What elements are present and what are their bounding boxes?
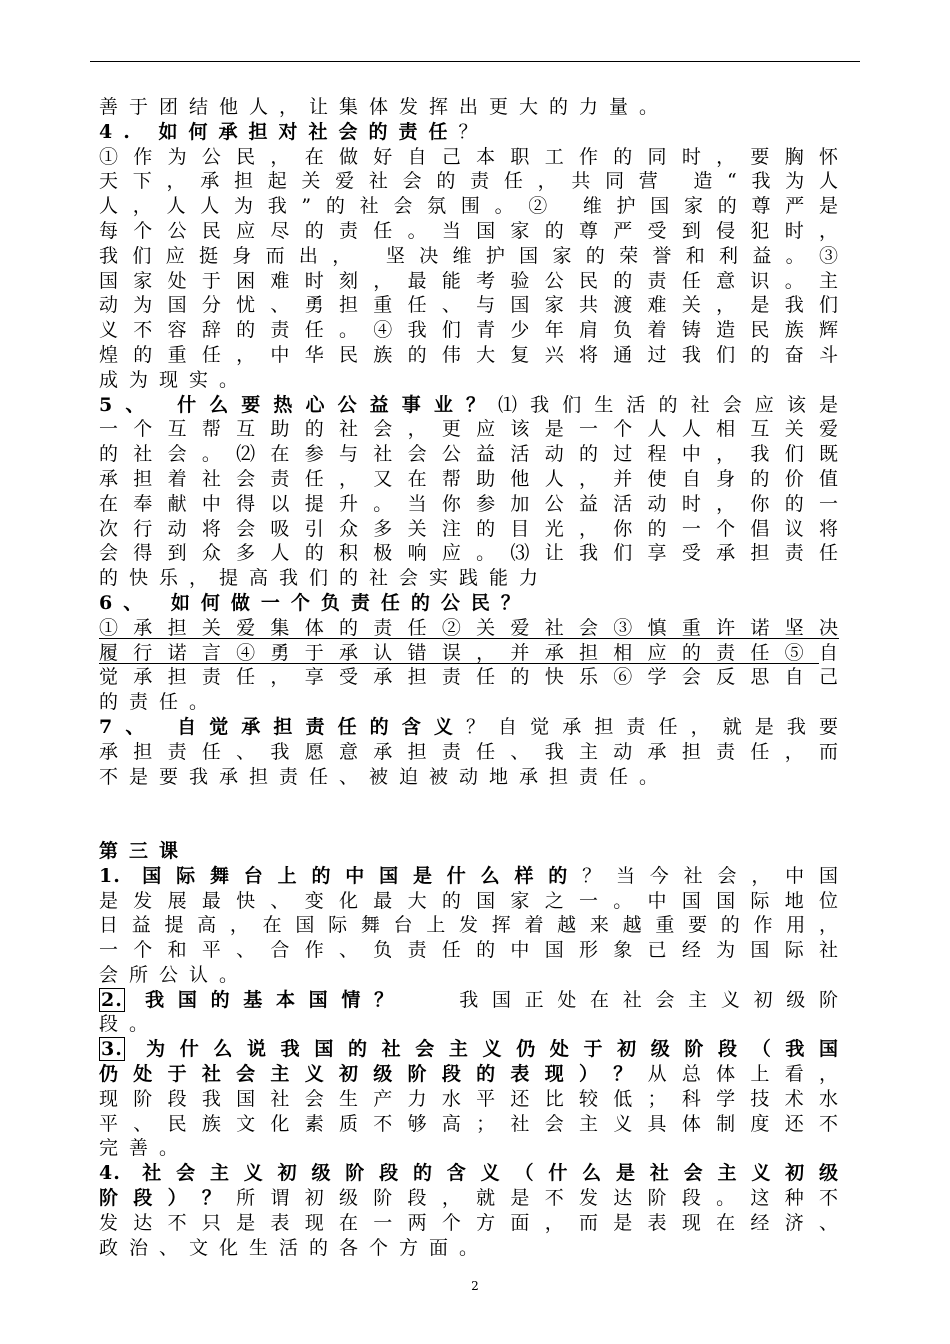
text-line bbox=[99, 839, 839, 864]
question-heading: 为什么说我国的社会主义仍处于初级阶段（我国 bbox=[124, 1038, 839, 1061]
text-segment: ①承担关爱集体的责任②关爱社会③慎重许诺坚决 bbox=[99, 616, 839, 639]
text-segment: 履行诺言④勇于承认错误，并承担相应的责任⑤ bbox=[99, 641, 819, 664]
text-segment: 在奉献中得以提升。当你参加公益活动时，你的一 bbox=[99, 492, 839, 515]
text-line bbox=[99, 913, 839, 938]
text-line bbox=[99, 1236, 839, 1261]
text-line bbox=[99, 169, 839, 194]
header-rule bbox=[90, 61, 860, 62]
text-line bbox=[99, 1211, 839, 1236]
boxed-number: 2. bbox=[101, 988, 123, 1011]
boxed-number: 3. bbox=[101, 1038, 123, 1061]
text-segment: 完善。 bbox=[99, 1137, 190, 1160]
text-line bbox=[99, 145, 839, 170]
text-line bbox=[99, 1087, 839, 1112]
text-line bbox=[99, 244, 839, 269]
text-segment: 一个和平、合作、负责任的中国形象已经为国际社 bbox=[99, 939, 839, 962]
text-line bbox=[99, 318, 839, 343]
text-segment: 会所公认。 bbox=[99, 963, 250, 986]
question-heading: 1. 国际舞台上的中国是什么样的 bbox=[99, 864, 583, 887]
text-segment: 觉承担责任，享受承担责任的快乐⑥学会反思自己 bbox=[99, 666, 839, 689]
text-segment: ⑴我们生活的社会应该是 bbox=[498, 393, 839, 416]
text-line bbox=[99, 616, 839, 641]
text-line bbox=[99, 467, 839, 492]
text-segment: 是发展最快、变化最大的国家之一。中国国际地位 bbox=[99, 889, 839, 912]
text-segment: 段。 bbox=[99, 1013, 160, 1036]
text-segment: ①作为公民，在做好自己本职工作的同时，要胸怀 bbox=[99, 145, 839, 168]
text-segment: 承担着社会责任，又在帮助他人，并使自身的价值 bbox=[99, 467, 839, 490]
text-segment: 的责任。 bbox=[99, 691, 220, 714]
text-line bbox=[99, 1012, 839, 1037]
text-line bbox=[99, 343, 839, 368]
text-line bbox=[99, 219, 839, 244]
question-heading: 第三课 bbox=[99, 839, 190, 862]
text-segment: 次行动将会吸引众多关注的目光，你的一个倡议将 bbox=[99, 517, 839, 540]
text-segment: 承担责任、我愿意承担责任、我主动承担责任，而 bbox=[99, 740, 839, 763]
question-heading: 5、 什么要热心公益事业？ bbox=[99, 393, 499, 416]
question-heading: 仍处于社会主义初级阶段的表现）？ bbox=[99, 1063, 648, 1086]
text-line bbox=[99, 269, 839, 294]
text-line bbox=[99, 665, 839, 690]
text-segment: 义不容辞的责任。④我们青少年肩负着铸造民族辉 bbox=[99, 319, 839, 342]
text-line bbox=[99, 368, 839, 393]
text-line bbox=[99, 1062, 839, 1087]
text-line bbox=[99, 864, 839, 889]
text-segment: 我国正处在社会主义初级阶 bbox=[406, 988, 839, 1011]
question-heading: 4. 如何承担对社会的责任 bbox=[99, 120, 459, 143]
text-line bbox=[99, 988, 839, 1013]
text-segment: ？ bbox=[458, 120, 489, 143]
text-line bbox=[99, 938, 839, 963]
text-segment: 日益提高，在国际舞台上发挥着越来越重要的作用， bbox=[99, 914, 839, 937]
question-heading: 6、 如何做一个负责任的公民？ bbox=[99, 591, 531, 614]
text-line bbox=[99, 1112, 839, 1137]
text-line bbox=[99, 120, 839, 145]
text-line bbox=[99, 641, 839, 666]
text-line bbox=[99, 393, 839, 418]
page-number: 2 bbox=[471, 1279, 479, 1293]
text-segment: 发达不只是表现在一两个方面，而是表现在经济、 bbox=[99, 1211, 839, 1234]
text-segment: 平、民族文化素质不够高；社会主义具体制度还不 bbox=[99, 1112, 839, 1135]
text-line bbox=[99, 889, 839, 914]
text-segment: ？自觉承担责任，就是我要 bbox=[465, 715, 839, 738]
text-segment: 一个互帮互助的社会，更应该是一个人人相互关爱 bbox=[99, 418, 839, 441]
text-segment: 所谓初级阶段，就是不发达阶段。这种不 bbox=[236, 1187, 839, 1210]
text-line bbox=[99, 715, 839, 740]
text-segment: 现阶段我国社会生产力水平还比较低；科学技术水 bbox=[99, 1087, 839, 1110]
question-heading: 我国的基本国情？ bbox=[124, 988, 407, 1011]
text-segment: 从总体上看， bbox=[647, 1063, 839, 1086]
text-segment: 的社会。⑵在参与社会公益活动的过程中，我们既 bbox=[99, 443, 839, 466]
text-line bbox=[99, 963, 839, 988]
text-segment: 人，人人为我”的社会氛围。② 维护国家的尊严是 bbox=[99, 195, 839, 218]
text-line bbox=[99, 1161, 839, 1186]
text-line bbox=[99, 541, 839, 566]
text-line bbox=[99, 566, 839, 591]
text-line bbox=[99, 293, 839, 318]
text-line bbox=[99, 1037, 839, 1062]
text-line bbox=[99, 194, 839, 219]
text-segment: 的快乐，提高我们的社会实践能力 bbox=[99, 567, 550, 590]
text-segment: 善于团结他人，让集体发挥出更大的力量。 bbox=[99, 96, 670, 118]
text-segment: 不是要我承担责任、被迫被动地承担责任。 bbox=[99, 765, 670, 788]
text-segment: 煌的重任，中华民族的伟大复兴将通过我们的奋斗 bbox=[99, 343, 839, 366]
text-segment: 我们应挺身而出， 坚决维护国家的荣誉和利益。③ bbox=[99, 244, 839, 267]
text-line bbox=[99, 1136, 839, 1161]
text-segment: 自 bbox=[818, 641, 839, 664]
text-segment: ？当今社会，中国 bbox=[582, 864, 839, 887]
paragraph-gap bbox=[99, 789, 839, 839]
text-line bbox=[99, 740, 839, 765]
text-line bbox=[99, 591, 839, 616]
question-heading: 7、 自觉承担责任的含义 bbox=[99, 715, 466, 738]
question-heading: 4. 社会主义初级阶段的含义（什么是社会主义初级 bbox=[99, 1162, 839, 1185]
text-line bbox=[99, 517, 839, 542]
text-line bbox=[99, 1186, 839, 1211]
text-segment: 会得到众多人的积极响应。⑶让我们享受承担责任 bbox=[99, 542, 839, 565]
text-segment: 政治、文化生活的各个方面。 bbox=[99, 1236, 490, 1259]
question-heading: 阶段）？ bbox=[99, 1187, 237, 1210]
text-line bbox=[99, 95, 839, 120]
text-line bbox=[99, 765, 839, 790]
text-line bbox=[99, 442, 839, 467]
text-segment: 动为国分忧、勇担重任、与国家共渡难关，是我们 bbox=[99, 294, 839, 317]
text-line bbox=[99, 417, 839, 442]
text-segment: 成为现实。 bbox=[99, 368, 250, 391]
document-body bbox=[99, 95, 839, 1260]
text-line bbox=[99, 690, 839, 715]
text-segment: 天下，承担起关爱社会的责任，共同营 造“我为人 bbox=[99, 170, 839, 193]
text-line bbox=[99, 492, 839, 517]
text-segment: 每个公民应尽的责任。当国家的尊严受到侵犯时， bbox=[99, 219, 839, 242]
text-segment: 国家处于困难时刻，最能考验公民的责任意识。主 bbox=[99, 269, 839, 292]
